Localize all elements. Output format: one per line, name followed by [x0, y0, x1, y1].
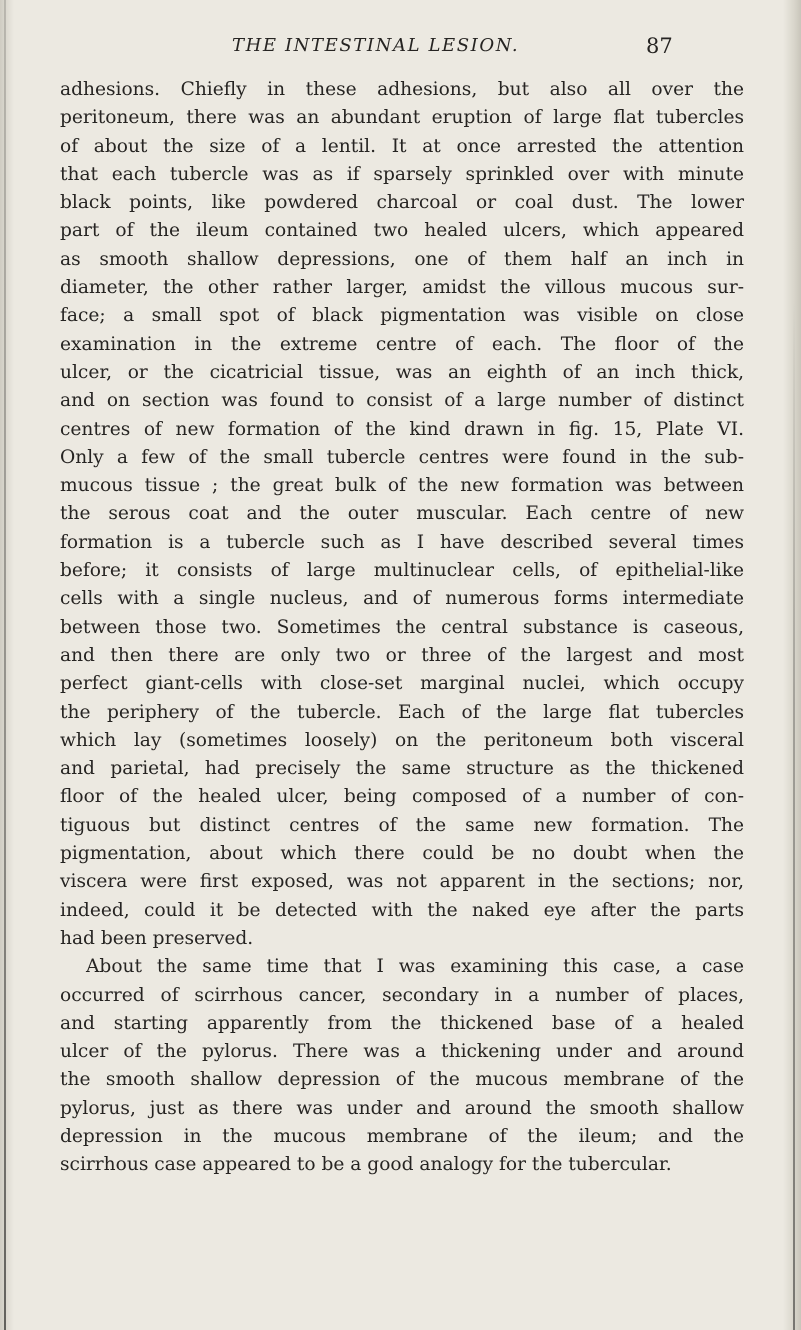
text-line: black points, like powdered charcoal or coal dust. The lower — [60, 192, 744, 214]
text-line: and then there are only two or three of the largest and most — [60, 644, 744, 666]
page-gutter-shadow — [0, 0, 14, 1330]
text-line: as smooth shallow depressions, one of them half an inch in — [60, 248, 744, 270]
text-line: diameter, the other rather larger, amidst the villous mucous sur- — [60, 277, 744, 299]
text-line: viscera were first exposed, was not apparent in the sections; nor, — [60, 871, 744, 893]
text-line: pylorus, just as there was under and around the smooth shallow — [60, 1097, 744, 1119]
text-line: examination in the extreme centre of each. The floor of the — [60, 333, 744, 355]
text-line: and on section was found to consist of a large number of distinct — [60, 390, 744, 412]
page-header — [0, 30, 801, 62]
text-line: that each tubercle was as if sparsely sprinkled over with minute — [60, 163, 744, 185]
text-line: indeed, could it be detected with the naked eye after the parts — [60, 899, 744, 921]
text-line: of about the size of a lentil. It at once arrested the attention — [60, 135, 744, 157]
text-line: between those two. Sometimes the central substance is caseous, — [60, 616, 744, 638]
text-line: mucous tissue ; the great bulk of the new formation was between — [60, 475, 744, 497]
text-line: ulcer of the pylorus. There was a thickening under and around — [60, 1041, 744, 1063]
text-line-paragraph-end: scirrhous case appeared to be a good analogy for the tubercular. — [60, 1154, 672, 1176]
running-title: THE INTESTINAL LESION. — [232, 35, 520, 56]
text-line: formation is a tubercle such as I have described several times — [60, 531, 744, 553]
text-line: occurred of scirrhous cancer, secondary in a number of places, — [60, 984, 744, 1006]
body-text — [60, 76, 744, 1180]
text-line: ulcer, or the cicatricial tissue, was an eighth of an inch thick, — [60, 361, 744, 383]
text-line: the smooth shallow depression of the mucous membrane of the — [60, 1069, 744, 1091]
text-line: pigmentation, about which there could be no doubt when the — [60, 843, 744, 865]
text-line: face; a small spot of black pigmentation was visible on close — [60, 305, 744, 327]
text-line: the periphery of the tubercle. Each of the large flat tubercles — [60, 701, 744, 723]
page-gutter-line — [4, 0, 6, 1330]
text-line: before; it consists of large multinuclear cells, of epithelial-like — [60, 560, 744, 582]
text-line: which lay (sometimes loosely) on the peritoneum both visceral — [60, 729, 744, 751]
text-line: centres of new formation of the kind drawn in fig. 15, Plate VI. — [60, 418, 744, 440]
text-line: part of the ileum contained two healed ulcers, which appeared — [60, 220, 744, 242]
text-line-paragraph-start: About the same time that I was examining this case, a case — [86, 956, 744, 978]
text-line: and starting apparently from the thickened base of a healed — [60, 1012, 744, 1034]
text-line: and parietal, had precisely the same structure as the thickened — [60, 758, 744, 780]
text-line: peritoneum, there was an abundant eruption of large flat tubercles — [60, 107, 744, 129]
text-line: Only a few of the small tubercle centres were found in the sub- — [60, 446, 744, 468]
text-line: tiguous but distinct centres of the same new formation. The — [60, 814, 744, 836]
text-line: perfect giant-cells with close-set marginal nuclei, which occupy — [60, 673, 744, 695]
page-edge-line — [793, 300, 795, 1330]
text-line: depression in the mucous membrane of the ileum; and the — [60, 1125, 744, 1147]
text-line: the serous coat and the outer muscular. Each centre of new — [60, 503, 744, 525]
text-line-paragraph-end: had been preserved. — [60, 927, 254, 949]
page-number: 87 — [646, 34, 673, 58]
text-line: cells with a single nucleus, and of numerous forms intermediate — [60, 588, 744, 610]
text-line: floor of the healed ulcer, being composed of a number of con- — [60, 786, 744, 808]
text-line: adhesions. Chiefly in these adhesions, but also all over the — [60, 79, 744, 100]
page-edge-shadow — [783, 0, 801, 1330]
